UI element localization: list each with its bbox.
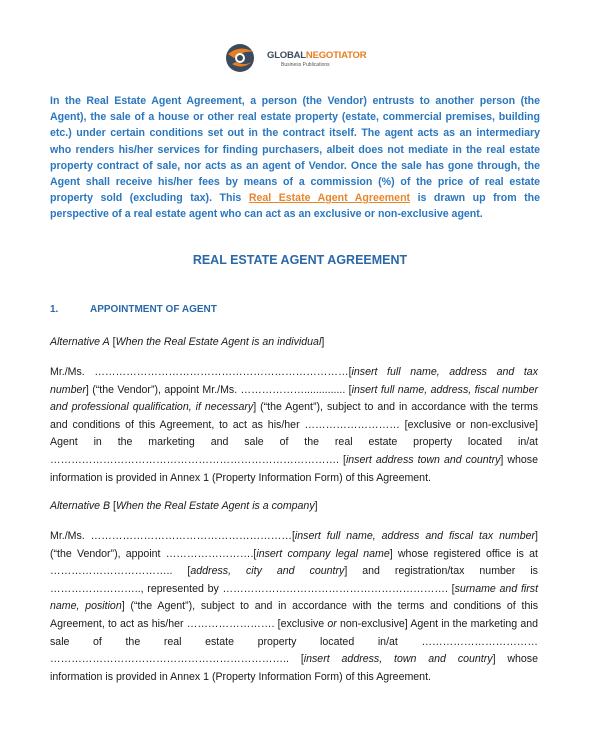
section-heading xyxy=(50,304,217,315)
alternative-b-paragraph: Mr./Ms. …………………………………………………[insert full name, address and fiscal tax number] (“the Vendor”), appoint …………………….[insert company legal name] whose registered office is at …………………………….. [address, city and country] and registration/tax number is …………………….., represented by ………………………………………………………. [surname and first name, position] (“the Agent”), subject to and in accordance with the terms and conditions of this Agreement, to act as his/her ……………………. [exclusive or non-exclusive] Agent in the marketing and sale of the real estate property located in/at …………………………… ………………………………………………………….. [insert address, town and country] whose information is provided in Annex 1 (Property Information Form) of this Agreement. xyxy=(50,530,539,683)
document-title: REAL ESTATE AGENT AGREEMENT xyxy=(192,253,408,267)
logo-subtitle: Business Publications xyxy=(281,62,330,68)
alternative-a-bracket: [When the Real Estate Agent is an individual] xyxy=(112,336,325,348)
logo-name: GLOBALNEGOTIATOR xyxy=(267,50,367,61)
global-negotiator-logo xyxy=(222,40,372,76)
alternative-a-heading: Alternative A [When the Real Estate Agent is an individual] xyxy=(50,336,325,348)
section-title: APPOINTMENT OF AGENT xyxy=(90,304,217,315)
real-estate-agent-agreement-link[interactable]: Real Estate Agent Agreement xyxy=(248,192,411,205)
alternative-b-bracket: [When the Real Estate Agent is a company] xyxy=(113,500,318,512)
intro-paragraph: In the Real Estate Agent Agreement, a person (the Vendor) entrusts to another person (the Agent), the sale of a house or other real estate property (estate, commercial premises, building etc.) under certain conditions set out in the contract itself. The agent acts as an intermediary who renders his/her services for finding purchasers, albeit does not mediate in the real estate property contract of sale, nor acts as an agent of Vendor. Once the sale has gone through, the Agent shall receive his/her fees by means of a commission (%) of the price of real estate property sold (excluding tax). This Real Estate Agent Agreement is drawn up from the perspective of a real estate agent who can act as an exclusive or non-exclusive agent. xyxy=(50,95,541,221)
alternative-b-heading: Alternative B [When the Real Estate Agent is a company] xyxy=(50,500,318,512)
globe-icon xyxy=(222,40,262,76)
section-number: 1. xyxy=(50,304,59,315)
alternative-a-paragraph: Mr./Ms. ………………………………………………………………[insert full name, address and tax number] (“the Vendor”), appoint Mr./Ms. ……………….............. [insert full name, address, fiscal number and professional qualification, if necessary] (“the Agent”), subject to and in accordance with the terms and conditions of this Agreement, to act as his/her ……………………… [exclusive or non-exclusive] Agent in the marketing and sale of the real estate property located in/at ………………………………………………………………………. [insert address town and country] whose information is provided in Annex 1 (Property Information Form) of this Agreement. xyxy=(50,366,538,484)
